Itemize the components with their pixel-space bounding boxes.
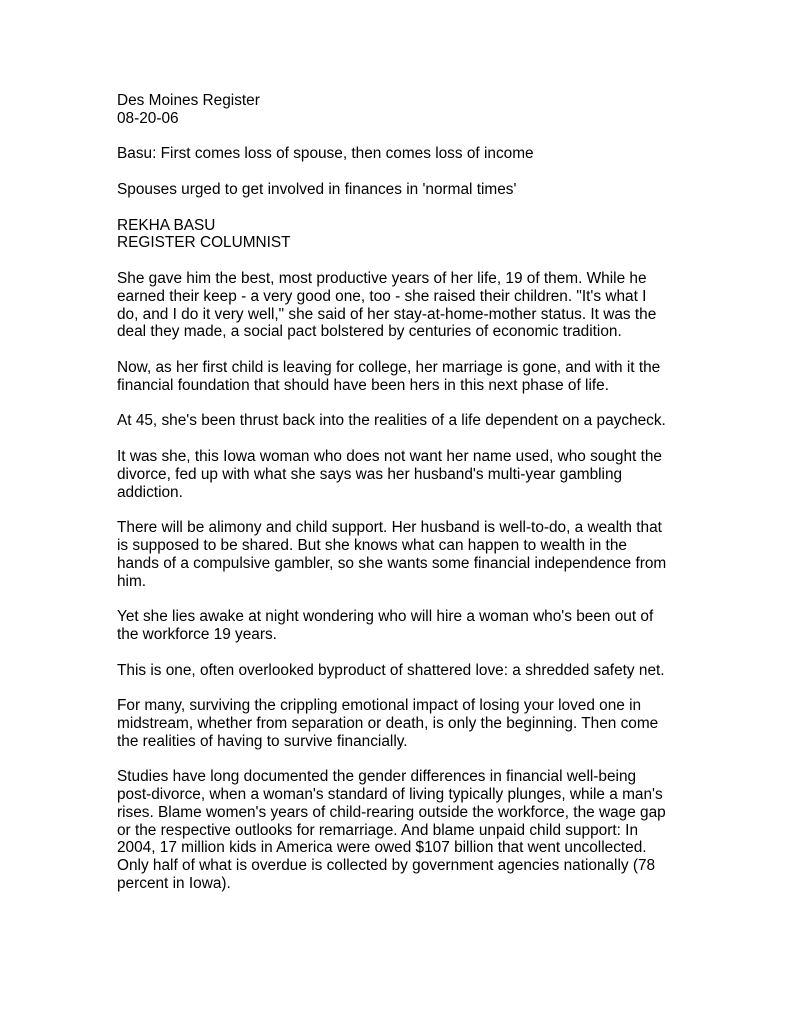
headline: Basu: First comes loss of spouse, then comes loss of income (117, 145, 534, 163)
paragraph-line: addiction. (117, 483, 183, 501)
paragraph-line: or the respective outlooks for remarriage. And blame unpaid child support: In (117, 821, 639, 839)
paragraph-line: midstream, whether from separation or death, is only the beginning. Then come (117, 714, 659, 732)
paragraph-line: him. (117, 572, 147, 590)
byline-author: REKHA BASU (117, 216, 216, 234)
publication-date: 08-20-06 (117, 109, 179, 127)
paragraph-line: hands of a compulsive gambler, so she wants some financial independence from (117, 554, 667, 572)
article-paragraph (117, 768, 677, 893)
subheadline: Spouses urged to get involved in finances in 'normal times' (117, 180, 517, 198)
paragraph-line: is supposed to be shared. But she knows what can happen to wealth in the (117, 536, 627, 554)
paragraph-line: Studies have long documented the gender differences in financial well-being (117, 768, 637, 786)
document-header (117, 92, 677, 128)
paragraph-line: do, and I do it very well," she said of her stay-at-home-mother status. It was the (117, 305, 657, 323)
article-paragraph (117, 697, 677, 750)
paragraph-line: the workforce 19 years. (117, 625, 277, 643)
paragraph-line: rises. Blame women's years of child-rearing outside the workforce, the wage gap (117, 803, 666, 821)
paragraph-line: This is one, often overlooked byproduct of shattered love: a shredded safety net. (117, 661, 665, 679)
byline-role: REGISTER COLUMNIST (117, 234, 291, 252)
paragraph-line: the realities of having to survive financially. (117, 732, 408, 750)
article-body (117, 270, 677, 893)
article-paragraph (117, 412, 677, 430)
paragraph-line: deal they made, a social pact bolstered by centuries of economic tradition. (117, 323, 622, 341)
byline (117, 217, 677, 253)
article-paragraph (117, 662, 677, 680)
paragraph-line: Now, as her first child is leaving for college, her marriage is gone, and with it the (117, 358, 661, 376)
paragraph-line: post-divorce, when a woman's standard of living typically plunges, while a man's (117, 786, 663, 804)
paragraph-line: There will be alimony and child support. Her husband is well-to-do, a wealth that (117, 519, 662, 537)
paragraph-line: It was she, this Iowa woman who does not want her name used, who sought the (117, 447, 662, 465)
paragraph-line: At 45, she's been thrust back into the realities of a life dependent on a paycheck. (117, 412, 666, 430)
document-page (117, 92, 677, 893)
article-paragraph (117, 608, 677, 644)
paragraph-line: financial foundation that should have been hers in this next phase of life. (117, 376, 609, 394)
article-paragraph (117, 359, 677, 395)
paragraph-line: earned their keep - a very good one, too - she raised their children. "It's what I (117, 287, 647, 305)
paragraph-line: For many, surviving the crippling emotional impact of losing your loved one in (117, 697, 642, 715)
article-paragraph (117, 519, 677, 590)
paragraph-line: percent in Iowa). (117, 875, 231, 893)
publication-name: Des Moines Register (117, 92, 260, 109)
paragraph-line: Yet she lies awake at night wondering who will hire a woman who's been out of (117, 608, 654, 626)
paragraph-line: 2004, 17 million kids in America were owed $107 billion that went uncollected. (117, 839, 647, 857)
article-paragraph (117, 448, 677, 501)
paragraph-line: Only half of what is overdue is collected by government agencies nationally (78 (117, 857, 656, 875)
paragraph-line: She gave him the best, most productive years of her life, 19 of them. While he (117, 269, 647, 287)
paragraph-line: divorce, fed up with what she says was her husband's multi-year gambling (117, 465, 623, 483)
article-paragraph (117, 270, 677, 341)
